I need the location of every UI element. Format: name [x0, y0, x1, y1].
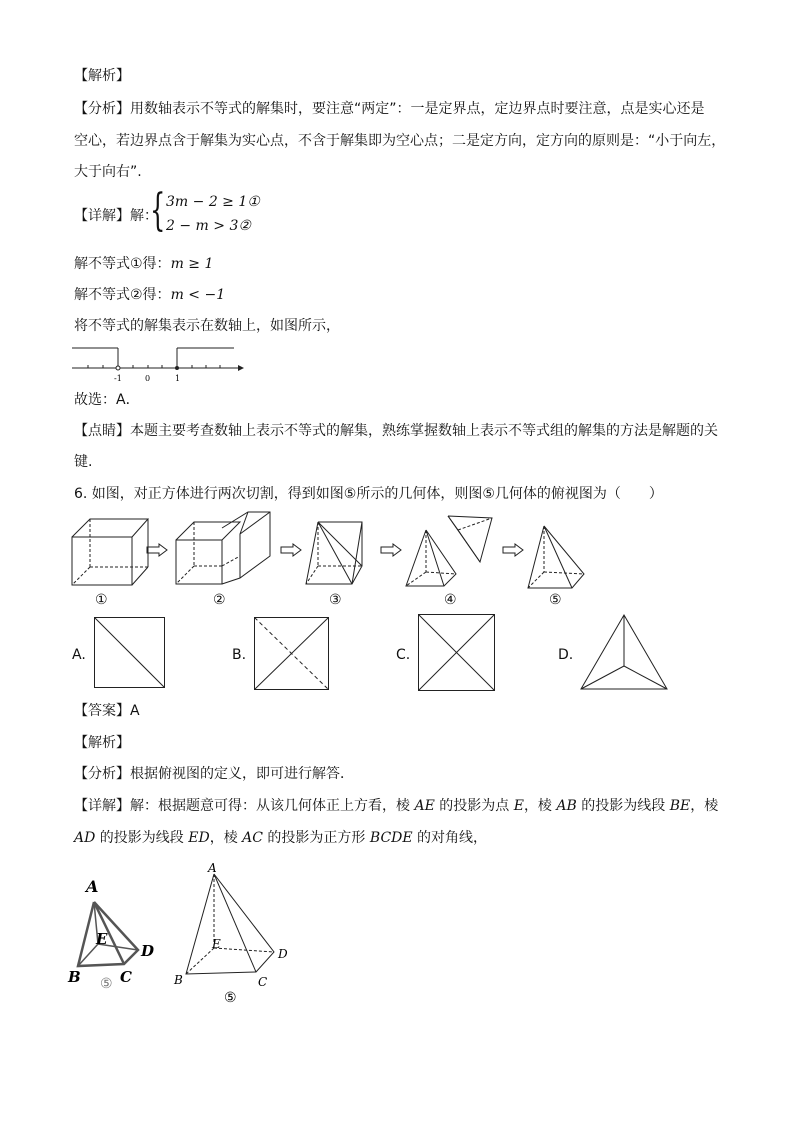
question-6: 6. 如图，对正方体进行两次切割，得到如图⑤所示的几何体，则图⑤几何体的俯视图为（ ）	[74, 486, 663, 502]
analysis-text-4: 【分析】根据俯视图的定义，即可进行解答．	[74, 766, 354, 782]
arrow-icon	[380, 543, 402, 557]
arrow-icon	[502, 543, 524, 557]
figure-3-label: ③	[329, 592, 342, 608]
pyramid-large-figure	[170, 860, 300, 1006]
sol-math: AD	[74, 830, 96, 846]
arrow-icon	[146, 543, 168, 557]
sol-part: ，棱	[690, 798, 719, 814]
sol-part: 的投影为线段	[576, 798, 670, 814]
figure-5-pyramid	[526, 524, 588, 590]
option-b-figure	[254, 617, 330, 691]
choice-conclusion: 故选：A．	[74, 392, 140, 408]
solve-2	[74, 285, 225, 305]
option-d-label: D.	[558, 647, 574, 663]
vertex-label-b: B	[174, 973, 183, 987]
vertex-label-e: E	[96, 930, 108, 948]
figure-circled-5: ⑤	[100, 976, 113, 992]
solution-prefix: 【详解】解：	[74, 208, 158, 224]
figure-2-label: ②	[213, 592, 226, 608]
comment-text-1: 【点睛】本题主要考查数轴上表示不等式的解集，熟练掌握数轴上表示不等式组的解集的方法是解题的关	[74, 423, 718, 439]
sol-part: ，棱	[523, 798, 557, 814]
sol-math: ED	[188, 830, 210, 846]
analysis-text-2: 空心，若边界点含于解集为实心点，不含于解集即为空心点；二是定方向，定方向的原则是：“小于向左，	[74, 133, 726, 149]
vertex-label-a: A	[86, 877, 99, 896]
axis-label-neg1: -1	[114, 374, 122, 383]
sol-math: BE	[669, 798, 691, 814]
vertex-label-c: C	[258, 975, 268, 989]
solve-1-result: m ≥ 1	[170, 256, 214, 272]
figure-5-label: ⑤	[549, 592, 562, 608]
figure-4-pieces	[404, 512, 496, 590]
figure-4-label: ④	[444, 592, 457, 608]
solve-1	[74, 254, 213, 274]
pyramid-small-figure	[68, 874, 160, 992]
comment-text-2: 键.	[74, 454, 93, 470]
sol-part: 的投影为线段	[95, 830, 189, 846]
vertex-label-b: B	[68, 968, 81, 986]
figure-1-cube	[70, 515, 150, 587]
option-a-label: A.	[72, 647, 86, 663]
option-a-figure	[94, 617, 166, 689]
inequality-1: 3m − 2 ≥ 1①	[166, 194, 260, 210]
sol-math: AE	[414, 798, 435, 814]
solve-1-text: 解不等式①得：	[74, 256, 171, 272]
axis-label-1: 1	[175, 374, 181, 383]
answer-line: 【答案】A	[74, 703, 140, 719]
inequality-system	[150, 185, 270, 238]
vertex-label-e: E	[212, 937, 221, 951]
option-d-figure	[580, 614, 668, 690]
vertex-label-c: C	[120, 968, 132, 986]
solve-2-result: m < −1	[170, 287, 226, 303]
sol-part: 的投影为正方形	[262, 830, 370, 846]
analysis-text-1: 【分析】用数轴表示不等式的解集时，要注意“两定”：一是定界点，定边界点时要注意，点是实心还是	[74, 101, 705, 117]
option-c-figure	[418, 614, 496, 692]
solve-2-text: 解不等式②得：	[74, 287, 171, 303]
figure-1-label: ①	[95, 592, 108, 608]
arrow-icon	[280, 543, 302, 557]
vertex-label-d: D	[278, 947, 288, 961]
sol-part: 的对角线，	[412, 830, 488, 846]
inequality-2: 2 − m > 3②	[166, 218, 251, 234]
sol-math: AB	[556, 798, 577, 814]
option-c-label: C.	[396, 647, 411, 663]
axis-label-0: 0	[145, 374, 151, 383]
analysis-text-3: 大于向右”.	[74, 164, 142, 180]
vertex-label-d: D	[141, 942, 155, 960]
vertex-label-a: A	[208, 861, 217, 875]
figure-2-cut-cube	[174, 510, 274, 588]
number-line-intro: 将不等式的解集表示在数轴上，如图所示，	[74, 318, 340, 334]
analysis-heading-2: 【解析】	[74, 735, 130, 751]
solution-text-2	[74, 828, 487, 848]
solution-text-1	[74, 796, 718, 816]
number-line-figure	[72, 340, 244, 384]
sol-part: 【详解】解：根据题意可得：从该几何体正上方看，棱	[74, 798, 415, 814]
sol-math: E	[513, 798, 524, 814]
sol-part: 的投影为点	[434, 798, 514, 814]
sol-part: ，棱	[209, 830, 243, 846]
sol-math: AC	[242, 830, 263, 846]
figure-circled-5: ⑤	[224, 990, 237, 1006]
brace-symbol: {	[150, 185, 166, 236]
sol-math: BCDE	[369, 830, 413, 846]
analysis-heading: 【解析】	[74, 68, 130, 84]
figure-3-cut-solid	[304, 518, 368, 588]
option-b-label: B.	[232, 647, 247, 663]
